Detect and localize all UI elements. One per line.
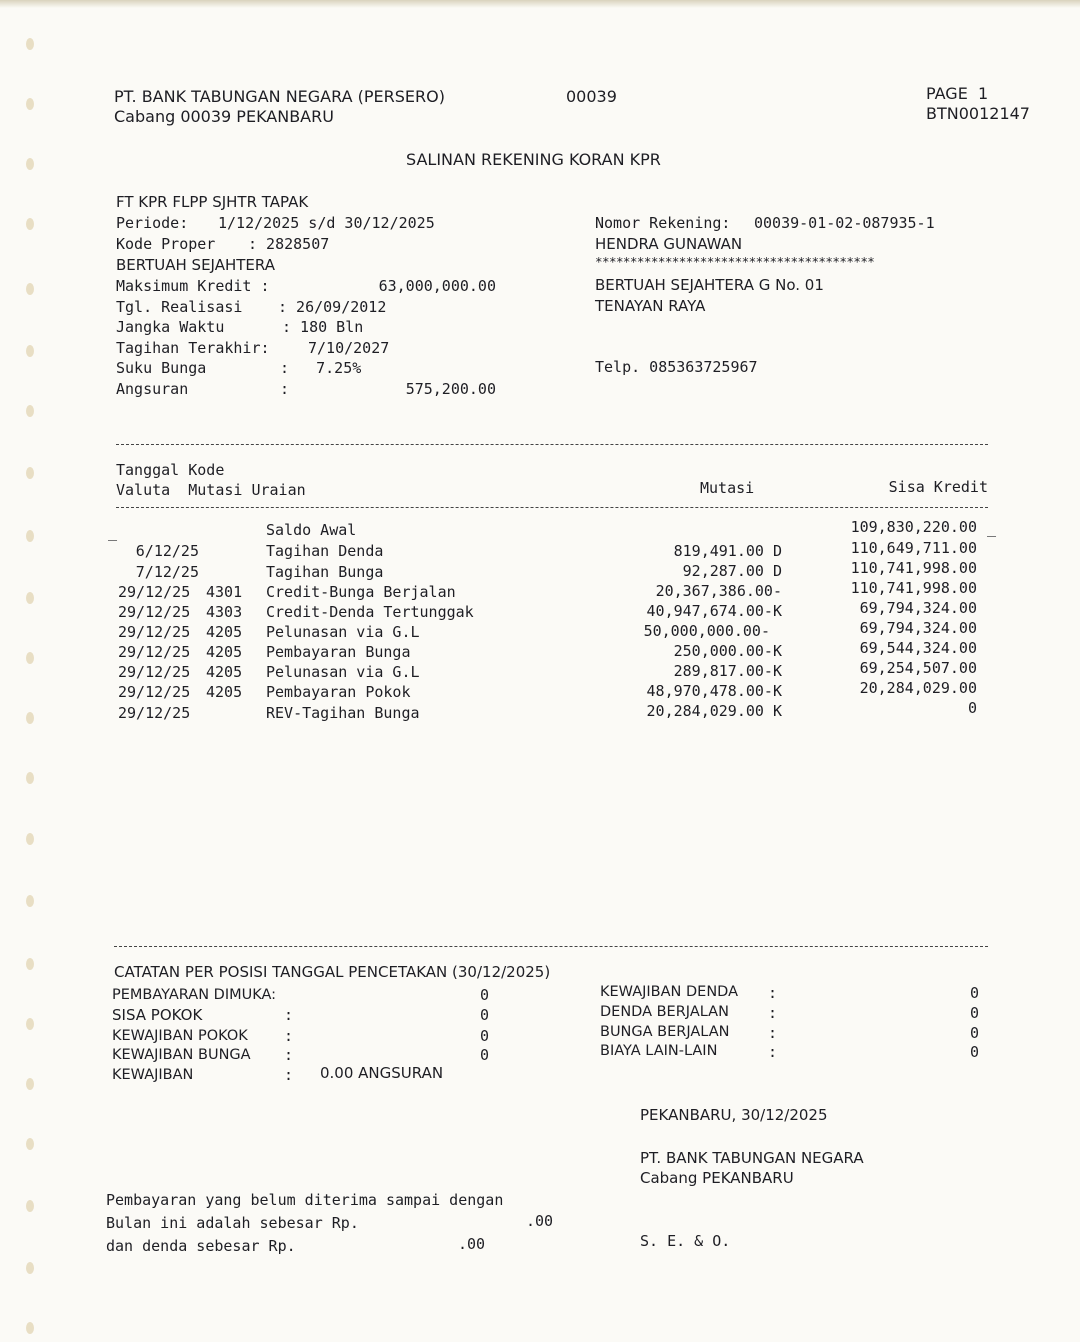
kewajiban-pokok-label: KEWAJIBAN POKOK	[112, 1028, 248, 1044]
row-date: 29/12/25	[118, 663, 191, 681]
page-number: PAGE 1	[926, 84, 989, 103]
biaya-lain-colon: :	[768, 1043, 778, 1061]
row-sisa: 69,254,507.00	[859, 659, 977, 677]
maksimum-kredit-value: 63,000,000.00	[378, 277, 496, 295]
row-sisa: 20,284,029.00	[859, 679, 977, 697]
row-kode: 4205	[206, 623, 243, 641]
row-sisa: 110,741,998.00	[850, 579, 977, 597]
kewajiban-pokok-value: 0	[480, 1027, 490, 1045]
row-date: 29/12/25	[118, 603, 191, 621]
row-uraian: Pelunasan via G.L	[266, 663, 420, 681]
denda-berjalan-label: DENDA BERJALAN	[600, 1004, 729, 1020]
row-mutasi: 40,947,674.00-K	[646, 602, 782, 620]
paper-edge	[0, 0, 1080, 8]
row-sisa: 109,830,220.00	[850, 518, 977, 536]
row-uraian: Pembayaran Bunga	[266, 643, 411, 661]
row-sisa: 69,544,324.00	[859, 639, 977, 657]
row-sisa: 110,649,711.00	[850, 539, 977, 557]
denda-berjalan-colon: :	[768, 1004, 778, 1022]
row-marker-right: _	[987, 519, 997, 537]
angsuran-value: 575,200.00	[405, 380, 496, 398]
row-marker-left: _	[108, 523, 118, 541]
row-date: 29/12/25	[118, 683, 191, 701]
kode-proper-label: Kode Proper	[116, 235, 216, 253]
kewajiban-bunga-label: KEWAJIBAN BUNGA	[112, 1047, 251, 1063]
row-sisa: 110,741,998.00	[850, 559, 977, 577]
row-mutasi: 289,817.00-K	[673, 662, 782, 680]
angsuran-label: Angsuran	[116, 380, 189, 398]
row-sisa: 69,794,324.00	[859, 619, 977, 637]
bunga-berjalan-colon: :	[768, 1024, 778, 1042]
note-line-1: Pembayaran yang belum diterima sampai dengan	[106, 1191, 504, 1209]
row-uraian: Tagihan Denda	[266, 542, 384, 560]
kewajiban-colon: :	[284, 1066, 294, 1084]
kode-proper-value: : 2828507	[248, 235, 330, 253]
kewajiban-value: 0.00 ANGSURAN	[320, 1064, 444, 1082]
telephone: Telp. 085363725967	[595, 358, 758, 376]
col-header-valuta: Valuta Mutasi Uraian	[116, 481, 306, 499]
row-uraian: Credit-Denda Tertunggak	[266, 603, 474, 621]
kewajiban-pokok-colon: :	[284, 1027, 294, 1045]
errors-omissions: S. E. & O.	[640, 1232, 731, 1250]
project-name: BERTUAH SEJAHTERA	[116, 256, 275, 274]
kewajiban-denda-colon: :	[768, 984, 778, 1002]
branch-name: Cabang 00039 PEKANBARU	[114, 107, 334, 126]
document-title: SALINAN REKENING KORAN KPR	[406, 150, 661, 169]
pembayaran-dimuka-label: PEMBAYARAN DIMUKA:	[112, 987, 277, 1003]
product-name: FT KPR FLPP SJHTR TAPAK	[116, 193, 309, 211]
nomor-rekening-value: 00039-01-02-087935-1	[754, 214, 935, 232]
row-kode: 4301	[206, 583, 243, 601]
address-line-2: TENAYAN RAYA	[595, 297, 706, 315]
suku-bunga-value: : 7.25%	[280, 359, 362, 377]
row-sisa: 69,794,324.00	[859, 599, 977, 617]
col-header-tanggal: Tanggal Kode	[116, 461, 225, 479]
denda-berjalan-value: 0	[970, 1004, 980, 1022]
sisa-pokok-colon: :	[284, 1006, 294, 1024]
row-date: 6/12/25	[135, 542, 199, 560]
tgl-realisasi-value: : 26/09/2012	[278, 298, 387, 316]
row-kode: 4205	[206, 683, 243, 701]
biaya-lain-value: 0	[970, 1043, 980, 1061]
row-mutasi: 48,970,478.00-K	[646, 682, 782, 700]
biaya-lain-label: BIAYA LAIN-LAIN	[600, 1043, 718, 1059]
row-date: 29/12/25	[118, 643, 191, 661]
row-kode: 4205	[206, 663, 243, 681]
kewajiban-label: KEWAJIBAN	[112, 1067, 194, 1083]
periode-value: 1/12/2025 s/d 30/12/2025	[218, 214, 435, 232]
col-header-sisa-kredit: Sisa Kredit	[888, 478, 988, 496]
row-kode: 4205	[206, 643, 243, 661]
signature-branch: Cabang PEKANBARU	[640, 1169, 794, 1187]
catatan-heading: CATATAN PER POSISI TANGGAL PENCETAKAN (30/12/2025)	[114, 963, 551, 981]
footer-rule	[114, 946, 988, 947]
signature-bank: PT. BANK TABUNGAN NEGARA	[640, 1149, 864, 1167]
row-mutasi: 20,284,029.00 K	[646, 702, 782, 720]
jangka-waktu-value: : 180 Bln	[282, 318, 364, 336]
row-uraian: Saldo Awal	[266, 521, 357, 539]
row-mutasi: 819,491.00 D	[673, 542, 782, 560]
jangka-waktu-label: Jangka Waktu	[116, 318, 225, 336]
angsuran-colon: :	[280, 380, 290, 398]
kewajiban-bunga-value: 0	[480, 1046, 490, 1064]
row-uraian: Tagihan Bunga	[266, 563, 384, 581]
note-line-2-value: .00	[526, 1212, 554, 1230]
row-mutasi: 92,287.00 D	[682, 562, 782, 580]
account-holder: HENDRA GUNAWAN	[595, 235, 743, 253]
kewajiban-bunga-colon: :	[284, 1046, 294, 1064]
address-line-1: BERTUAH SEJAHTERA G No. 01	[595, 276, 824, 294]
table-top-rule	[116, 444, 988, 445]
tagihan-terakhir-label: Tagihan Terakhir:	[116, 339, 270, 357]
row-sisa: 0	[967, 699, 977, 717]
row-uraian: Credit-Bunga Berjalan	[266, 583, 456, 601]
note-line-3: dan denda sebesar Rp.	[106, 1237, 296, 1255]
maksimum-kredit-label: Maksimum Kredit :	[116, 277, 270, 295]
tgl-realisasi-label: Tgl. Realisasi	[116, 298, 243, 316]
kewajiban-denda-label: KEWAJIBAN DENDA	[600, 984, 739, 1000]
row-date: 29/12/25	[118, 704, 191, 722]
tagihan-terakhir-value: 7/10/2027	[308, 339, 390, 357]
row-date: 29/12/25	[118, 623, 191, 641]
pembayaran-dimuka-value: 0	[480, 986, 490, 1004]
place-date: PEKANBARU, 30/12/2025	[640, 1106, 828, 1124]
note-line-2: Bulan ini adalah sebesar Rp.	[106, 1214, 359, 1232]
row-date: 29/12/25	[118, 583, 191, 601]
note-line-3-value: .00	[458, 1235, 486, 1253]
nomor-rekening-label: Nomor Rekening:	[595, 214, 731, 232]
row-uraian: REV-Tagihan Bunga	[266, 704, 420, 722]
row-mutasi: 50,000,000.00-	[643, 622, 770, 640]
suku-bunga-label: Suku Bunga	[116, 359, 207, 377]
sisa-pokok-value: 0	[480, 1006, 490, 1024]
col-header-mutasi: Mutasi	[700, 479, 755, 497]
row-mutasi: 20,367,386.00-	[655, 582, 782, 600]
document-id: BTN0012147	[926, 104, 1030, 123]
star-separator: ****************************************	[595, 254, 875, 269]
row-kode: 4303	[206, 603, 243, 621]
row-mutasi: 250,000.00-K	[673, 642, 782, 660]
row-uraian: Pelunasan via G.L	[266, 623, 420, 641]
table-header-rule	[116, 507, 988, 508]
bunga-berjalan-value: 0	[970, 1024, 980, 1042]
row-date: 7/12/25	[135, 563, 199, 581]
branch-code: 00039	[566, 87, 617, 106]
bunga-berjalan-label: BUNGA BERJALAN	[600, 1024, 730, 1040]
sisa-pokok-label: SISA POKOK	[112, 1006, 203, 1024]
kewajiban-denda-value: 0	[970, 984, 980, 1002]
periode-label: Periode:	[116, 214, 189, 232]
bank-name: PT. BANK TABUNGAN NEGARA (PERSERO)	[114, 87, 445, 106]
row-uraian: Pembayaran Pokok	[266, 683, 411, 701]
